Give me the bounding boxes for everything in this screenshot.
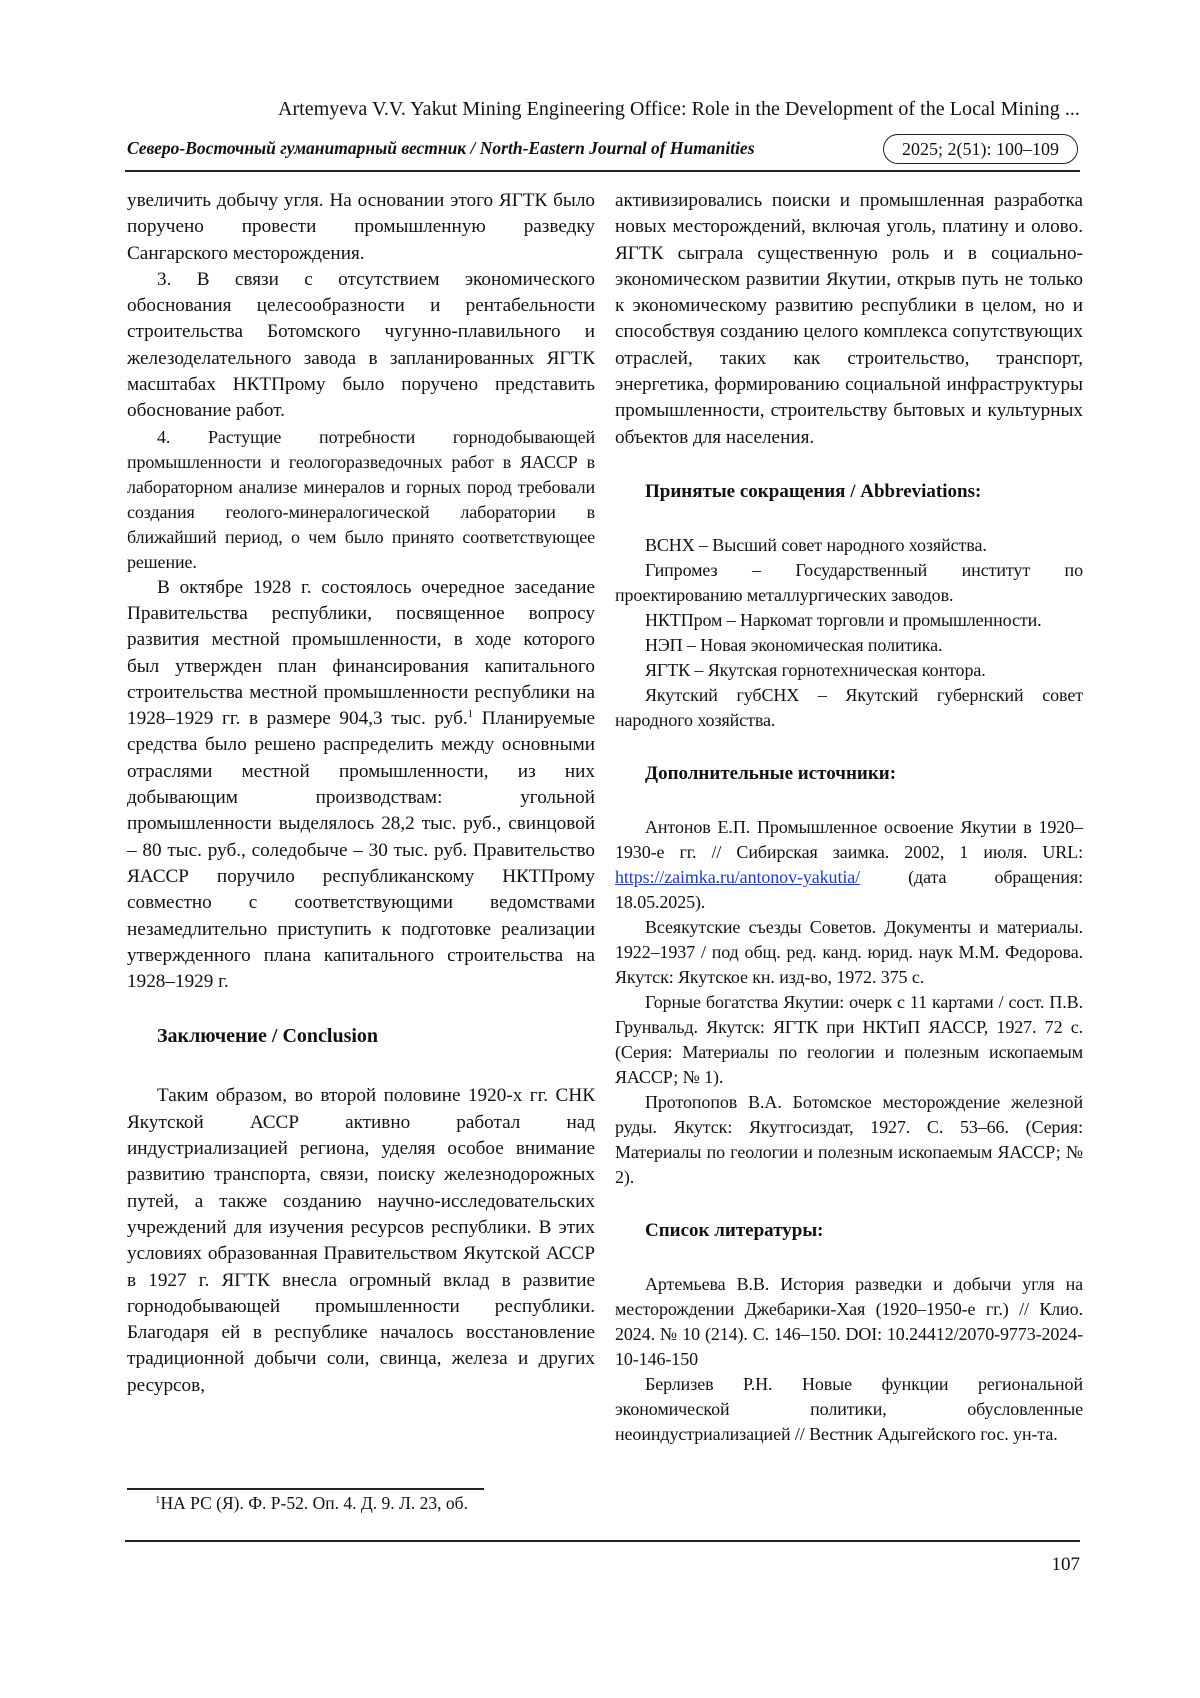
footnote-mark: 1: [155, 1494, 161, 1506]
footer-rule: [125, 1540, 1080, 1542]
right-column: [615, 188, 1083, 1447]
header-rule: [125, 170, 1080, 172]
paragraph: увеличить добычу угля. На основании этого ЯГТК было поручено провести промышленную разведку Сангарского месторождения.: [127, 190, 595, 264]
conclusion-heading: Заключение / Conclusion: [157, 1025, 379, 1048]
paragraph: [127, 575, 595, 996]
source-item: [615, 815, 1083, 915]
sources-heading: Дополнительные источники:: [645, 762, 897, 784]
paragraph: 4. Растущие потребности горнодобывающей промышленности и геологоразведочных работ в ЯАССР в лабораторном анализе минералов и горных пород требовали создания геолого-минералогической лаборатории в ближайший период, о чем было принято соответствующее решение.: [127, 426, 595, 572]
paragraph: активизировались поиски и промышленная разработка новых месторождений, включая уголь, платину и олово. ЯГТК сыграла существенную роль и в социально-экономическом развитии Якутии, открыв путь не только к экономическому развитию республики в целом, но и способствуя созданию целого комплекса сопутствующих отраслей, таких как строительство, транспорт, энергетика, формированию социальной инфраструктуры промышленности, строительству бытовых и культурных объектов для населения.: [615, 190, 1083, 448]
abbreviations-list: [615, 533, 1083, 733]
source-url-link[interactable]: https://zaimka.ru/antonov-yakutia/: [615, 866, 861, 887]
references-heading: Список литературы:: [645, 1219, 824, 1241]
footnote: [155, 1493, 468, 1514]
source-item: Всеякутские съезды Советов. Документы и материалы. 1922–1937 / под общ. ред. канд. юрид. наук М.М. Федорова. Якутск: Якутское кн. изд-во, 1972. 375 с.: [615, 916, 1083, 987]
references-list: [615, 1272, 1083, 1447]
abbreviation-item: ВСНХ – Высший совет народного хозяйства.: [645, 534, 987, 555]
issue-badge: 2025; 2(51): 100–109: [883, 134, 1078, 164]
abbreviation-item: НКТПром – Наркомат торговли и промышленности.: [645, 609, 1042, 630]
footnote-text: НА РС (Я). Ф. Р-52. Оп. 4. Д. 9. Л. 23, об.: [160, 1493, 468, 1513]
paragraph-text: В октябре 1928 г. состоялось очередное заседание Правительства республики, посвященное вопросу развития местной промышленности, в ходе которого был утвержден план финансирования капитального строительства местной промышленности республики на 1928–1929 гг. в размере 904,3 тыс. руб.: [127, 576, 595, 730]
abbreviations-heading: Принятые сокращения / Abbreviations:: [645, 480, 982, 502]
source-text: (дата обращения: 18.05.2025).: [615, 866, 1083, 912]
abbreviation-item: НЭП – Новая экономическая политика.: [645, 634, 943, 655]
footnote-rule: [127, 1488, 484, 1490]
source-text: Антонов Е.П. Промышленное освоение Якутии в 1920–1930-е гг. // Сибирская заимка. 2002, 1 июля. URL:: [615, 816, 1083, 862]
left-column: [127, 188, 595, 1399]
page-number: 107: [1051, 1554, 1080, 1575]
source-item: Горные богатства Якутии: очерк с 11 картами / сост. П.В. Грунвальд. Якутск: ЯГТК при НКТиП ЯАССР, 1927. 72 с. (Серия: Материалы по геологии и полезным ископаемым ЯАССР; № 1).: [615, 991, 1083, 1087]
sources-list: [615, 815, 1083, 1190]
footnote-ref[interactable]: 1: [467, 708, 474, 721]
abbreviation-item: ЯГТК – Якутская горнотехническая контора.: [645, 659, 986, 680]
running-title: Artemyeva V.V. Yakut Mining Engineering Office: Role in the Development of the Local Mining ...: [277, 98, 1080, 120]
journal-header: [125, 128, 1080, 172]
reference-item: Артемьева В.В. История разведки и добычи угля на месторождении Джебарики-Хая (1920–1950-е гг.) // Клио. 2024. № 10 (214). С. 146–150. DOI: 10.24412/2070-9773-2024-10-146-150: [615, 1273, 1083, 1369]
abbreviation-item: Якутский губСНХ – Якутский губернский совет народного хозяйства.: [615, 684, 1083, 730]
paragraph: 3. В связи с отсутствием экономического обоснования целесообразности и рентабельности строительства Ботомского чугунно-плавильного и железоделательного завода в запланированных ЯГТК масштабах НКТПрому было поручено представить обоснование работ.: [127, 268, 595, 422]
reference-item: Берлизев Р.Н. Новые функции региональной экономической политики, обусловленные неоиндустриализацией // Вестник Адыгейского гос. ун-та.: [615, 1373, 1083, 1444]
paragraph-text: Планируемые средства было решено распределить между основными отраслями местной промышленности, из них добывающим производствам: угольной промышленности выделялось 28,2 тыс. руб., свинцовой – 80 тыс. руб., соледобыче – 30 тыс. руб. Правительство ЯАССР поручило республиканскому НКТПрому совместно с соответствующими ведомствами незамедлительно приступить к подготовке реализации утвержденного плана капитального строительства на 1928–1929 г.: [127, 708, 596, 993]
source-item: Протопопов В.А. Ботомское месторождение железной руды. Якутск: Якутгосиздат, 1927. С. 53–66. (Серия: Материалы по геологии и полезным ископаемым ЯАССР; № 2).: [615, 1091, 1083, 1187]
abbreviation-item: Гипромез – Государственный институт по проектированию металлургических заводов.: [615, 559, 1083, 605]
journal-name: Северо-Восточный гуманитарный вестник / North-Eastern Journal of Humanities: [127, 138, 755, 158]
paragraph: Таким образом, во второй половине 1920-х гг. СНК Якутской АССР активно работал над индустриализацией региона, уделяя особое внимание развитию транспорта, связи, поиску железнодорожных путей, а также созданию научно-исследовательских учреждений для изучения ресурсов республики. В этих условиях образованная Правительством Якутской АССР в 1927 г. ЯГТК внесла огромный вклад в развитие горнодобывающей промышленности республики. Благодаря ей в республике началось восстановление традиционной добычи соли, свинца, железа и других ресурсов,: [127, 1085, 595, 1396]
